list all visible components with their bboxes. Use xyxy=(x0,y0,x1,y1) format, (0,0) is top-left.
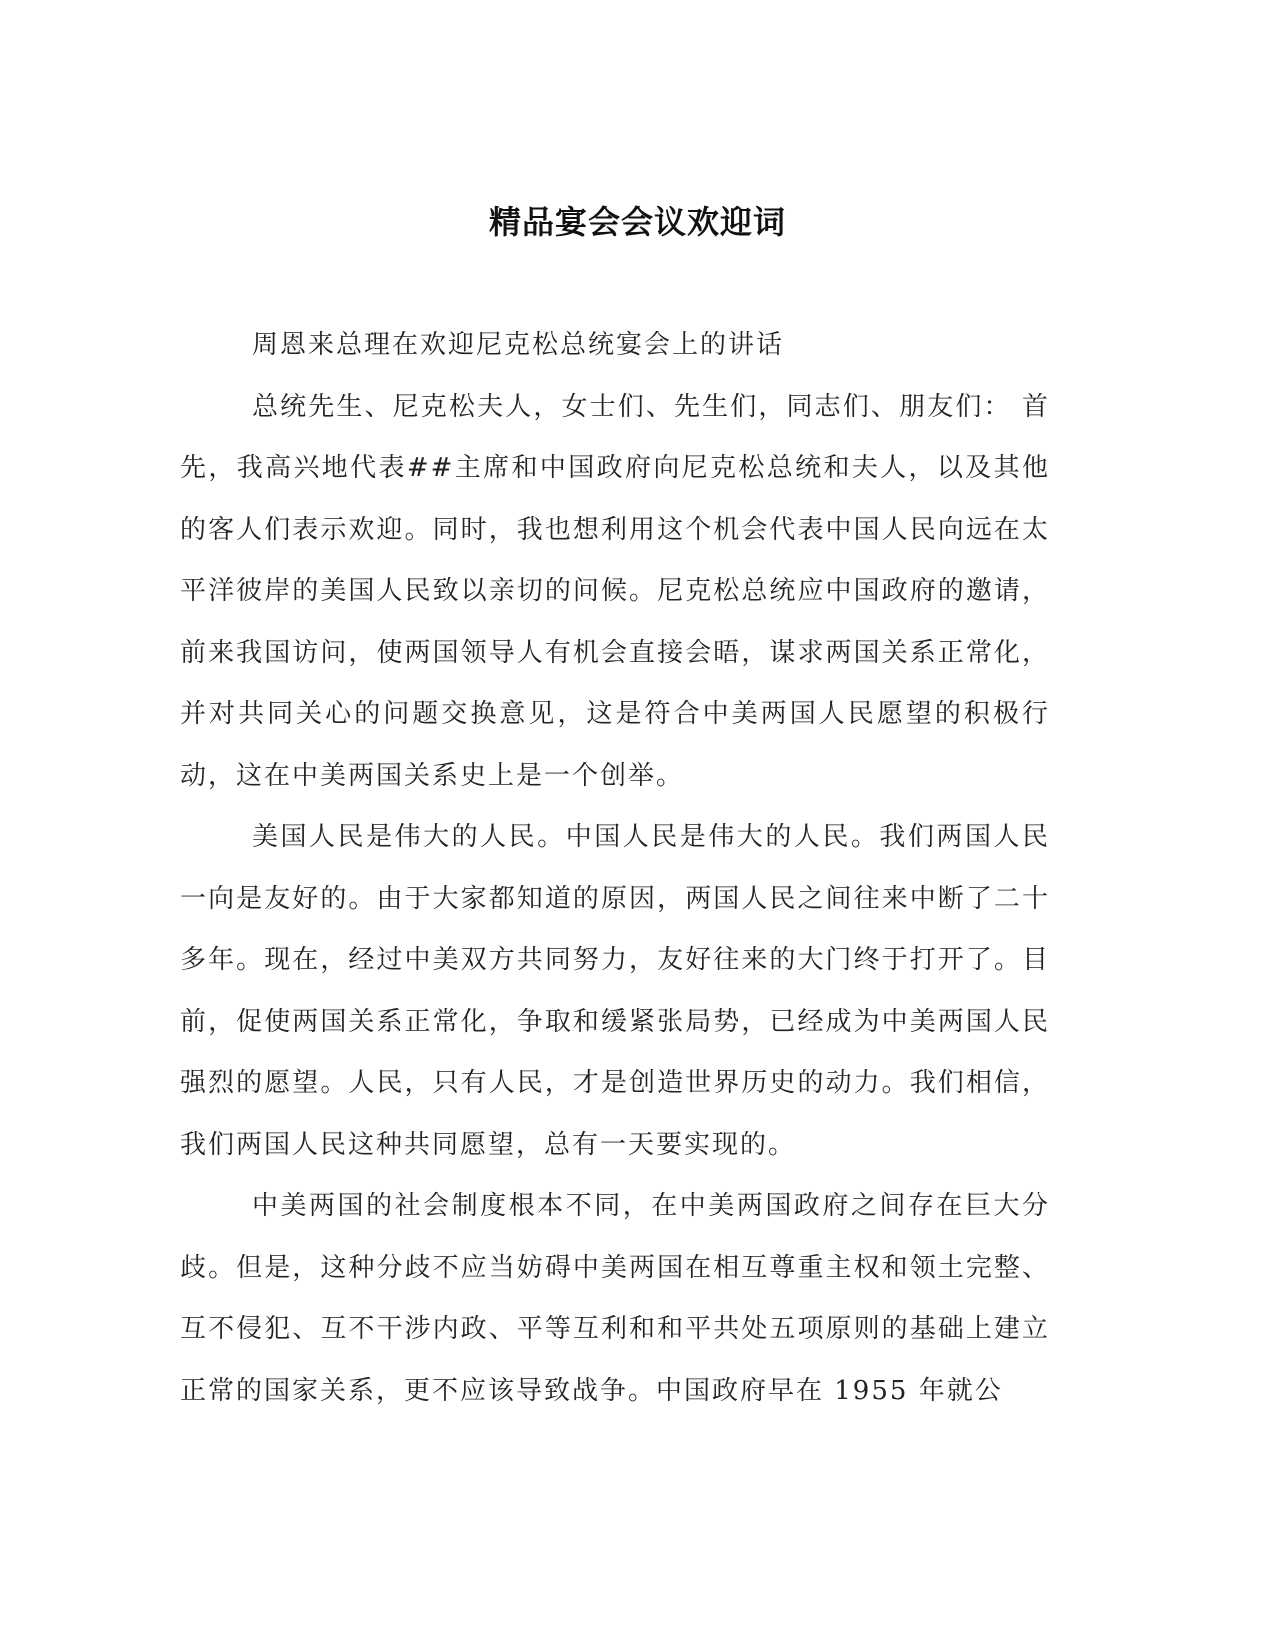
paragraph-subtitle: 周恩来总理在欢迎尼克松总统宴会上的讲话 xyxy=(252,330,785,360)
document-title: 精品宴会会议欢迎词 xyxy=(488,203,786,241)
paragraph: 总统先生、尼克松夫人，女士们、先生们，同志们、朋友们： 首先，我高兴地代表##主席和中国政府向尼克松总统和夫人，以及其他的客人们表示欢迎。同时，我也想利用这个机会代表中国人民向远在太平洋彼岸的美国人民致以亲切的问候。尼克松总统应中国政府的邀请，前来我国访问，使两国领导人有机会直接会晤，谋求两国关系正常化，并对共同关心的问题交换意见，这是符合中美两国人民愿望的积极行动，这在中美两国关系史上是一个创举。 xyxy=(180,391,1050,791)
paragraph: 中美两国的社会制度根本不同，在中美两国政府之间存在巨大分歧。但是，这种分歧不应当妨碍中美两国在相互尊重主权和领土完整、互不侵犯、互不干涉内政、平等互利和和平共处五项原则的基础上建立正常的国家关系，更不应该导致战争。中国政府早在 1955 年就公 xyxy=(180,1191,1050,1406)
document-body xyxy=(180,315,1050,1422)
paragraph: 美国人民是伟大的人民。中国人民是伟大的人民。我们两国人民一向是友好的。由于大家都知道的原因，两国人民之间往来中断了二十多年。现在，经过中美双方共同努力，友好往来的大门终于打开了。目前，促使两国关系正常化，争取和缓紧张局势，已经成为中美两国人民强烈的愿望。人民，只有人民，才是创造世界历史的动力。我们相信，我们两国人民这种共同愿望，总有一天要实现的。 xyxy=(180,822,1050,1160)
